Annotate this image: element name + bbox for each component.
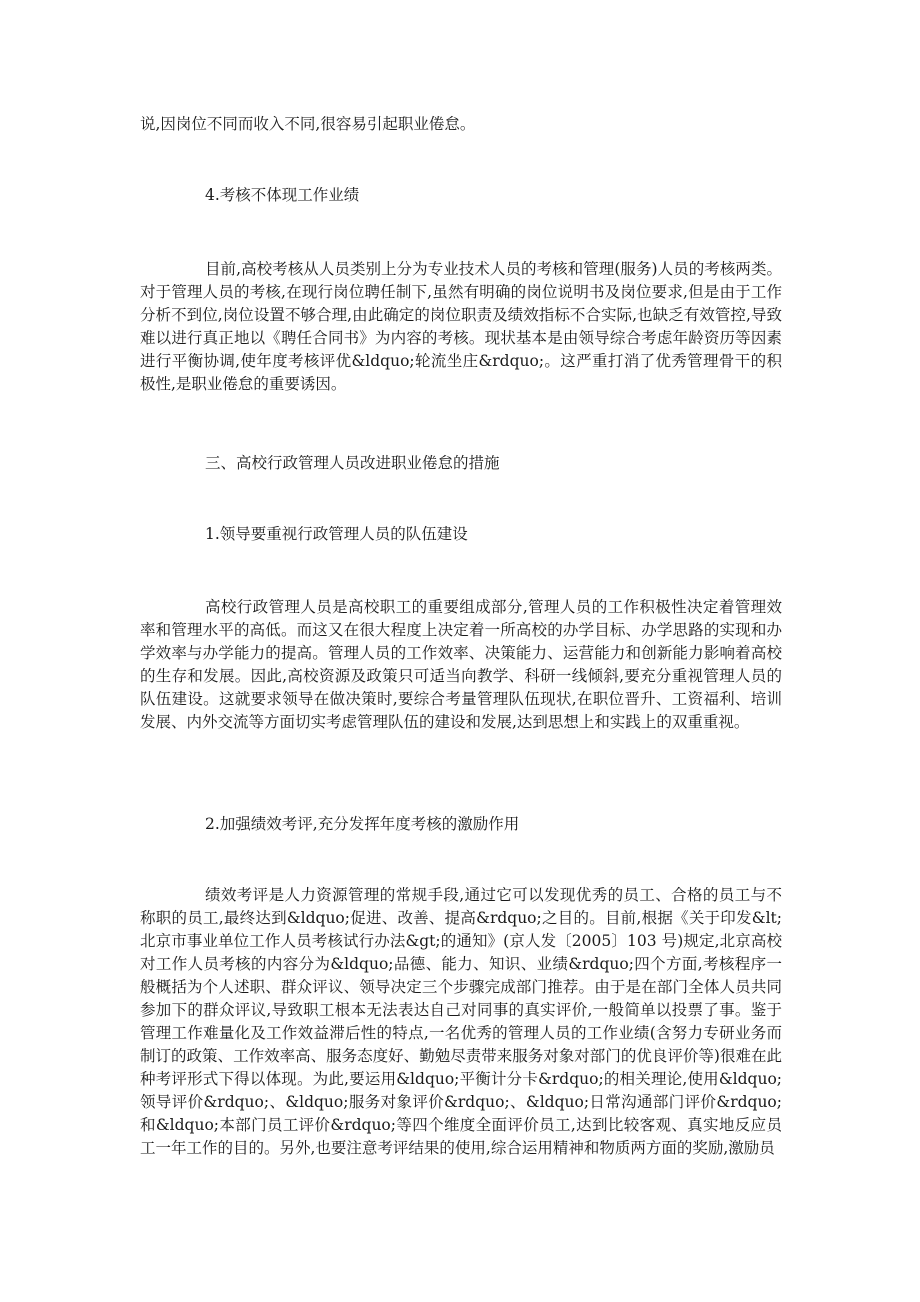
heading-1-leadership: 1.领导要重视行政管理人员的队伍建设 — [205, 525, 468, 543]
paragraph-4-assessment: 目前,高校考核从人员类别上分为专业技术人员的考核和管理(服务)人员的考核两类。对于管理人员的考核,在现行岗位聘任制下,虽然有明确的岗位说明书及岗位要求,但是由于工作分析不到位,岗位设置不够合理,由此确定的岗位职责及绩效指标不合实际,也缺乏有效管控,导致难以进行真正地以《聘任合同书》为内容的考核。现状基本是由领导综合考虑年龄资历等因素进行平衡协调,使年度考核评优&ldquo;轮流坐庄&rdquo;。这严重打消了优秀管理骨干的积极性,是职业倦怠的重要诱因。 — [140, 260, 782, 393]
heading-section-3: 三、高校行政管理人员改进职业倦怠的措施 — [205, 454, 500, 472]
paragraph-2-performance: 绩效考评是人力资源管理的常规手段,通过它可以发现优秀的员工、合格的员工与不称职的员工,最终达到&ldquo;促进、改善、提高&rdquo;之目的。目前,根据《关于印发&lt;北京市事业单位工作人员考核试行办法&gt;的通知》(京人发〔2005〕103 号)规定,北京高校对工作人员考核的内容分为&ldquo;品德、能力、知识、业绩&rdquo;四个方面,考核程序一般概括为个人述职、群众评议、领导决定三个步骤完成部门推荐。由于是在部门全体人员共同参加下的群众评议,导致职工根本无法表达自己对同事的真实评价,一般简单以投票了事。鉴于管理工作难量化及工作效益滞后性的特点,一名优秀的管理人员的工作业绩(含努力专研业务而制订的政策、工作效率高、服务态度好、勤勉尽责带来服务对象对部门的优良评价等)很难在此种考评形式下得以体现。为此,要运用&ldquo;平衡计分卡&rdquo;的相关理论,使用&ldquo;领导评价&rdquo;、&ldquo;服务对象评价&rdquo;、&ldquo;日常沟通部门评价&rdquo;和&ldquo;本部门员工评价&rdquo;等四个维度全面评价员工,达到比较客观、真实地反应员工一年工作的目的。另外,也要注意考评结果的使用,综合运用精神和物质两方面的奖励,激励员 — [140, 886, 782, 1157]
paragraph-intro-tail: 说,因岗位不同而收入不同,很容易引起职业倦怠。 — [140, 115, 476, 133]
heading-2-performance: 2.加强绩效考评,充分发挥年度考核的激励作用 — [205, 815, 520, 833]
heading-4-assessment: 4.考核不体现工作业绩 — [205, 186, 360, 204]
paragraph-1-leadership: 高校行政管理人员是高校职工的重要组成部分,管理人员的工作积极性决定着管理效率和管理水平的高低。而这又在很大程度上决定着一所高校的办学目标、办学思路的实现和办学效率与办学能力的提高。管理人员的工作效率、决策能力、运营能力和创新能力影响着高校的生存和发展。因此,高校资源及政策只可适当向教学、科研一线倾斜,要充分重视管理人员的队伍建设。这就要求领导在做决策时,要综合考量管理队伍现状,在职位晋升、工资福利、培训发展、内外交流等方面切实考虑管理队伍的建设和发展,达到思想上和实践上的双重重视。 — [140, 598, 782, 731]
